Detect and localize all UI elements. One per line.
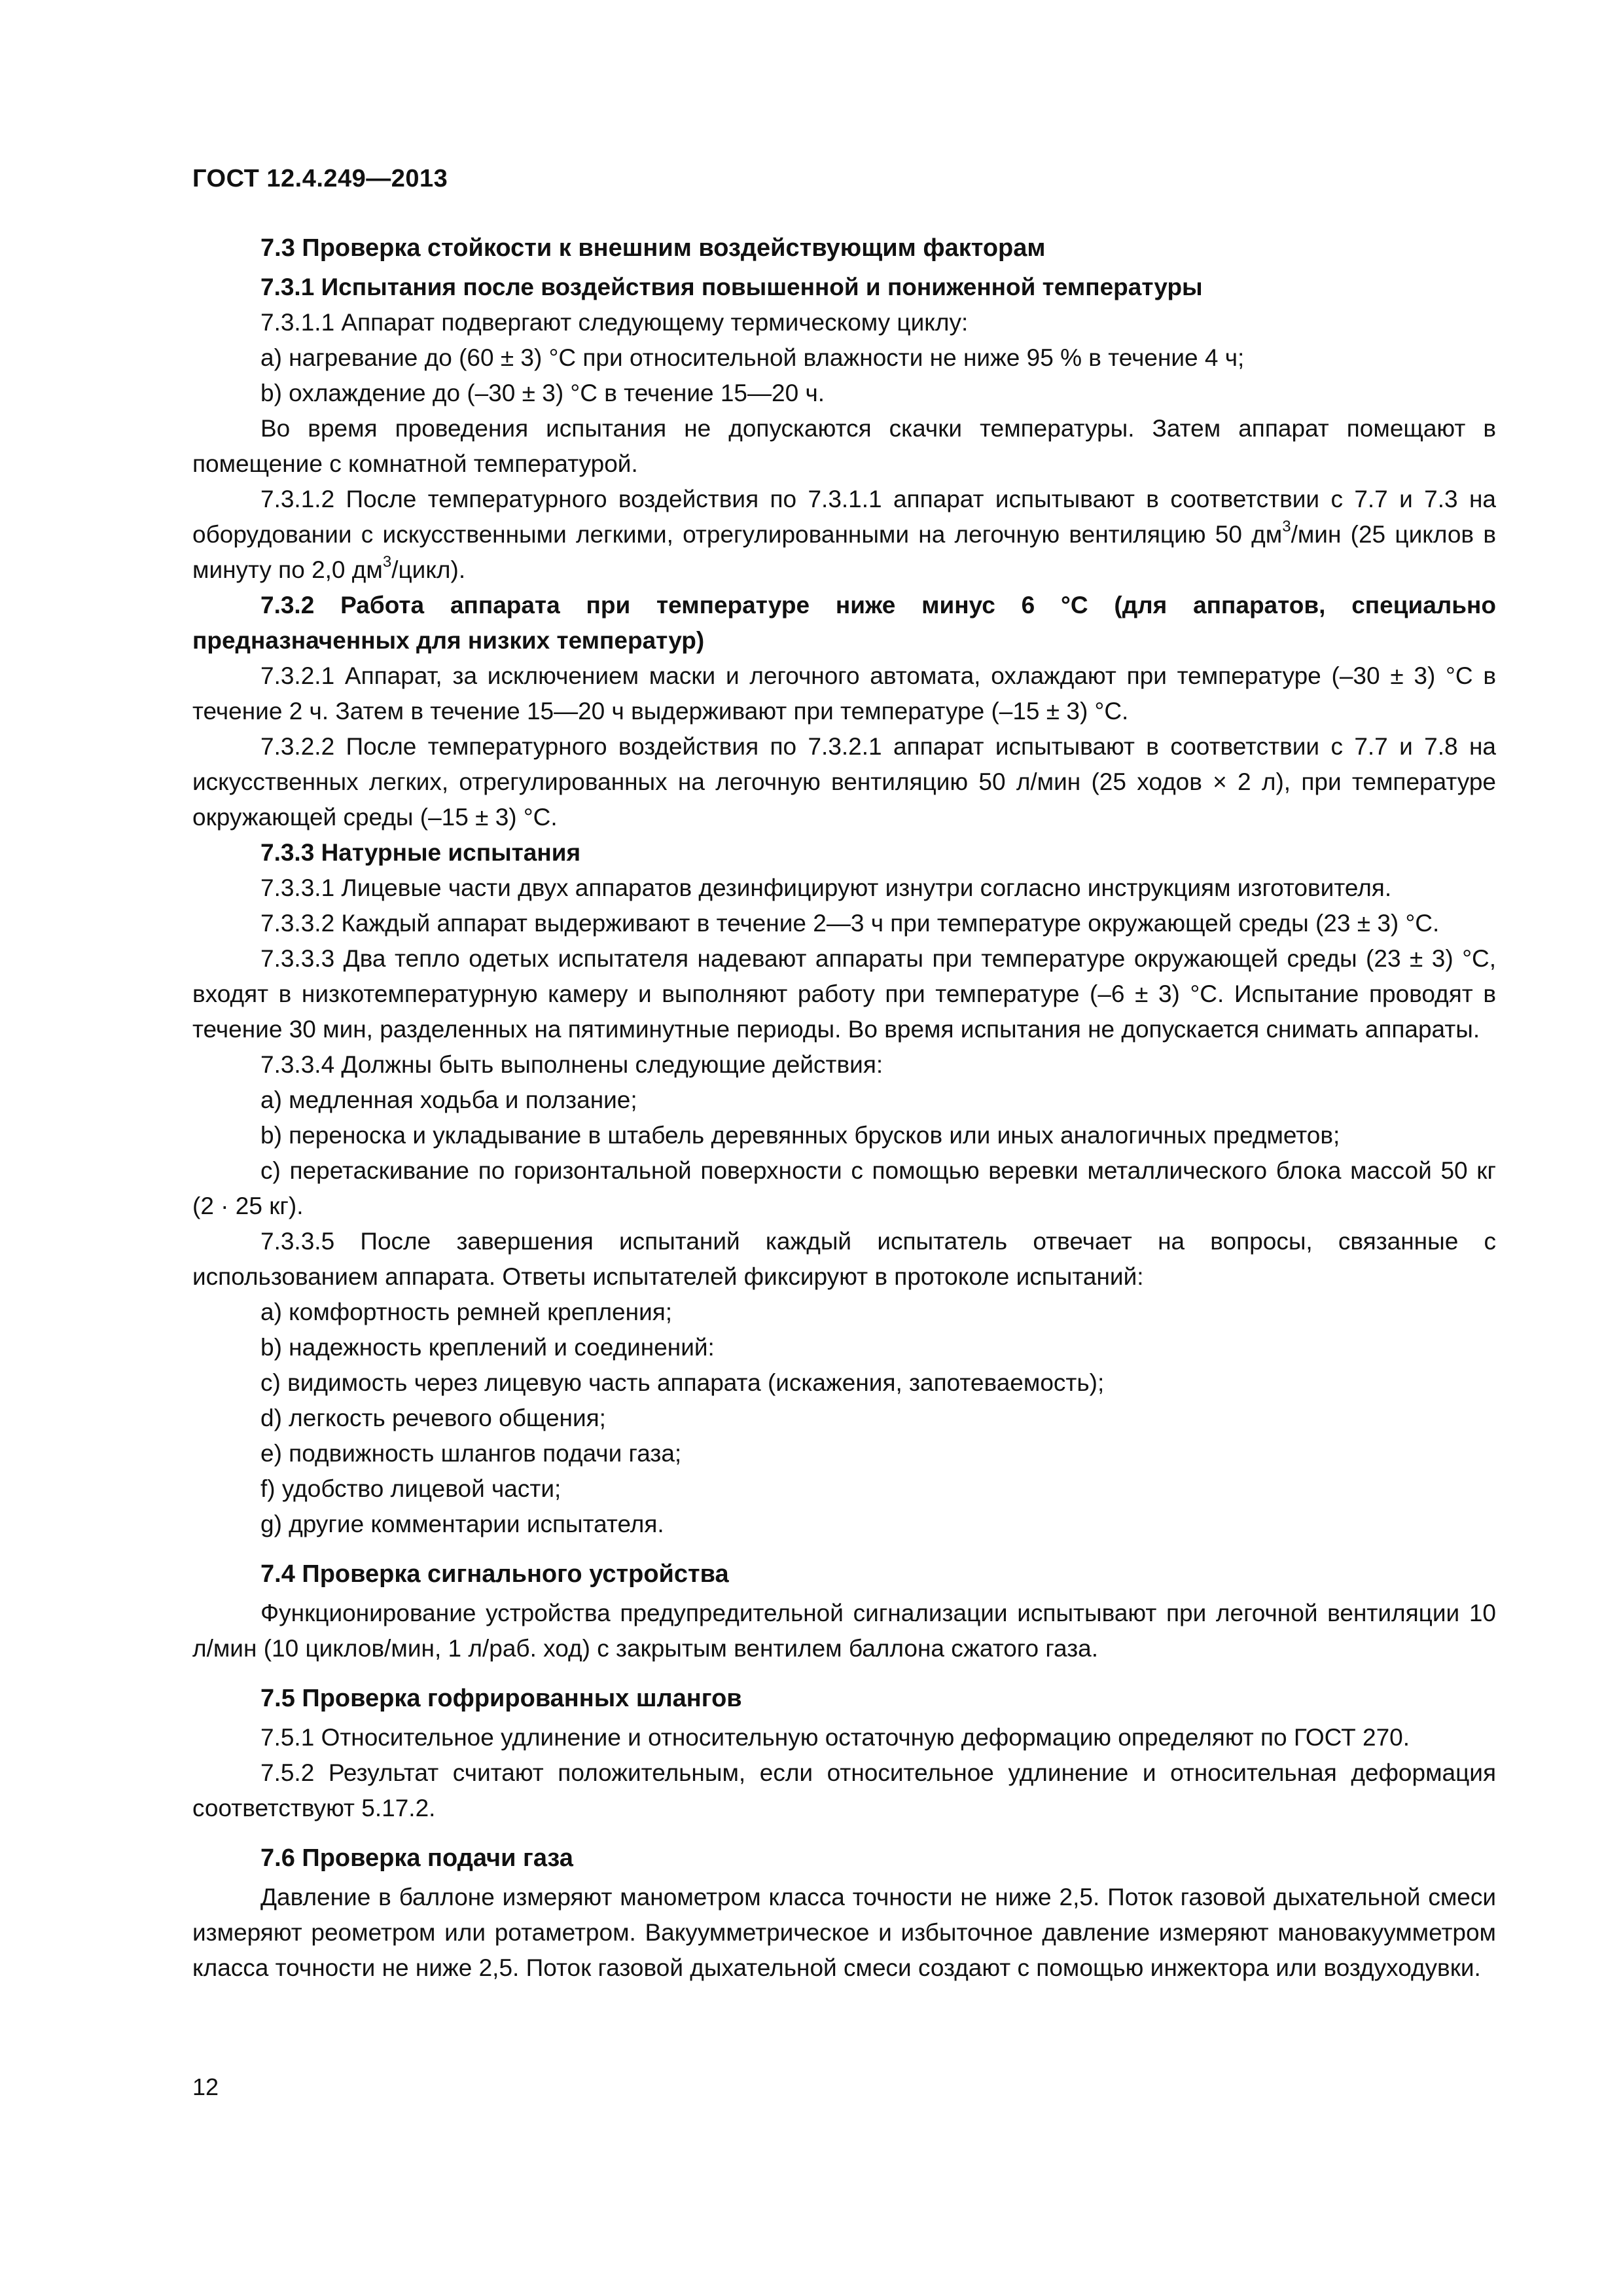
list-item-question-b: b) надежность креплений и соединений: bbox=[260, 1334, 715, 1361]
paragraph-7-3-1-1: 7.3.1.1 Аппарат подвергают следующему термическому циклу: bbox=[260, 309, 969, 336]
paragraph-7-3-1-2 bbox=[192, 482, 1496, 588]
section-7-3-3-title: 7.3.3 Натурные испытания bbox=[260, 839, 581, 866]
paragraph-7-4: Функционирование устройства предупредительной сигнализации испытывают при легочной вентиляции 10 л/мин (10 циклов/мин, 1 л/раб. ход) с закрытым вентилем баллона сжатого газа. bbox=[192, 1600, 1496, 1662]
paragraph-7-3-2-1: 7.3.2.1 Аппарат, за исключением маски и легочного автомата, охлаждают при температуре (–30 ± 3) °C в течение 2 ч. Затем в течение 15—20 ч выдерживают при температуре (–15 ± 3) °C. bbox=[192, 662, 1496, 725]
document-code-header: ГОСТ 12.4.249—2013 bbox=[192, 165, 448, 192]
list-item-action-b: b) переноска и укладывание в штабель деревянных брусков или иных аналогичных предметов; bbox=[260, 1122, 1340, 1149]
list-item-action-a: a) медленная ходьба и ползание; bbox=[260, 1086, 637, 1113]
paragraph-7-3-2-2: 7.3.2.2 После температурного воздействия по 7.3.2.1 аппарат испытывают в соответствии с 7.7 и 7.8 на искусственных легких, отрегулированных на легочную вентиляцию 50 л/мин (25 ходов × 2 л), при температуре окружающей среды (–15 ± 3) °C. bbox=[192, 733, 1496, 831]
section-7-3-2-title: 7.3.2 Работа аппарата при температуре ниже минус 6 °C (для аппаратов, специально предназначенных для низких температур) bbox=[192, 592, 1496, 654]
superscript-cube-2: 3 bbox=[382, 552, 392, 571]
paragraph-temperature-jumps: Во время проведения испытания не допускаются скачки температуры. Затем аппарат помещают в помещение с комнатной температурой. bbox=[192, 415, 1496, 477]
paragraph-7-3-3-5: 7.3.3.5 После завершения испытаний каждый испытатель отвечает на вопросы, связанные с использованием аппарата. Ответы испытателей фиксируют в протоколе испытаний: bbox=[192, 1228, 1496, 1290]
section-7-3-1-title: 7.3.1 Испытания после воздействия повышенной и пониженной температуры bbox=[260, 274, 1203, 300]
section-7-4-title: 7.4 Проверка сигнального устройства bbox=[260, 1560, 729, 1588]
list-item-question-a: a) комфортность ремней крепления; bbox=[260, 1299, 673, 1325]
list-item-cooling: b) охлаждение до (–30 ± 3) °C в течение 15—20 ч. bbox=[260, 380, 825, 406]
page-number: 12 bbox=[192, 2073, 219, 2100]
list-item-question-d: d) легкость речевого общения; bbox=[260, 1405, 606, 1431]
document-body bbox=[192, 230, 1496, 1986]
paragraph-7-5-1: 7.5.1 Относительное удлинение и относительную остаточную деформацию определяют по ГОСТ 270. bbox=[260, 1724, 1410, 1751]
list-item-action-c: c) перетаскивание по горизонтальной поверхности с помощью веревки металлического блока массой 50 кг (2 · 25 кг). bbox=[192, 1157, 1496, 1219]
paragraph-7-5-2: 7.5.2 Результат считают положительным, если относительное удлинение и относительная деформация соответствуют 5.17.2. bbox=[192, 1759, 1496, 1821]
list-item-question-e: e) подвижность шлангов подачи газа; bbox=[260, 1440, 682, 1467]
paragraph-7-3-3-2: 7.3.3.2 Каждый аппарат выдерживают в течение 2—3 ч при температуре окружающей среды (23 ± 3) °C. bbox=[260, 910, 1440, 937]
paragraph-7-3-3-4: 7.3.3.4 Должны быть выполнены следующие действия: bbox=[260, 1051, 883, 1078]
paragraph-7-3-1-2-text-1: 7.3.1.2 После температурного воздействия по 7.3.1.1 аппарат испытывают в соответствии с 7.7 и 7.3 на оборудовании с искусственными легкими, отрегулированными на легочную вентиляцию 50 дм bbox=[192, 486, 1496, 548]
section-7-5-title: 7.5 Проверка гофрированных шлангов bbox=[260, 1685, 742, 1712]
paragraph-7-3-3-3: 7.3.3.3 Два тепло одетых испытателя надевают аппараты при температуре окружающей среды (23 ± 3) °C, входят в низкотемпературную камеру и выполняют работу при температуре (–6 ± 3) °C. Испытание проводят в течение 30 мин, разделенных на пятиминутные периоды. Во время испытания не допускается снимать аппараты. bbox=[192, 945, 1496, 1043]
section-7-6-title: 7.6 Проверка подачи газа bbox=[260, 1844, 573, 1872]
list-item-question-g: g) другие комментарии испытателя. bbox=[260, 1511, 664, 1537]
superscript-cube-1: 3 bbox=[1282, 517, 1291, 535]
section-7-3-title: 7.3 Проверка стойкости к внешним воздействующим факторам bbox=[260, 234, 1046, 262]
list-item-heating: a) нагревание до (60 ± 3) °C при относительной влажности не ниже 95 % в течение 4 ч; bbox=[260, 344, 1245, 371]
list-item-question-f: f) удобство лицевой части; bbox=[260, 1475, 562, 1502]
paragraph-7-3-1-2-text-2: /мин (25 циклов в минуту по 2,0 дм bbox=[192, 521, 1497, 583]
paragraph-7-3-1-2-text-3: /цикл). bbox=[391, 556, 466, 583]
list-item-question-c: c) видимость через лицевую часть аппарата (искажения, запотеваемость); bbox=[260, 1369, 1105, 1396]
paragraph-7-3-3-1: 7.3.3.1 Лицевые части двух аппаратов дезинфицируют изнутри согласно инструкциям изготовителя. bbox=[260, 874, 1392, 901]
paragraph-7-6: Давление в баллоне измеряют манометром класса точности не ниже 2,5. Поток газовой дыхательной смеси измеряют реометром или ротаметром. Вакуумметрическое и избыточное давление измеряют мановакуумметром класса точности не ниже 2,5. Поток газовой дыхательной смеси создают с помощью инжектора или воздуходувки. bbox=[192, 1884, 1496, 1981]
